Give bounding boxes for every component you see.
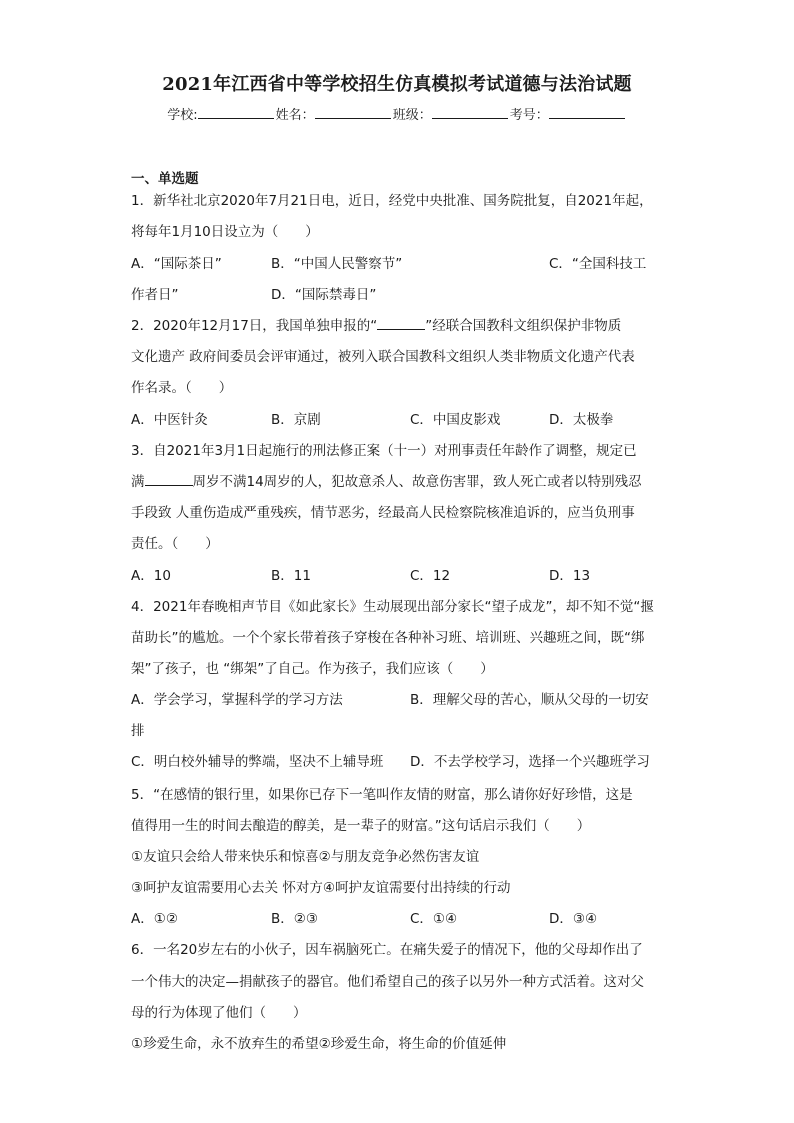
question-1-line-2: 将每年1月10日设立为（ ） (131, 224, 319, 240)
question-1-option-a: A．“国际茶日” (131, 256, 222, 272)
question-5-option-b: B．②③ (271, 911, 318, 927)
question-4-option-d: D．不去学校学习，选择一个兴趣班学习 (410, 754, 650, 770)
question-2-line-2: 文化遗产 政府间委员会评审通过，被列入联合国教科文组织人类非物质文化遗产代表 (131, 349, 635, 365)
question-2-option-c: C．中国皮影戏 (410, 412, 501, 428)
question-2-line-3: 作名录。（ ） (131, 380, 233, 396)
question-6-statement-1: ①珍爱生命，永不放弃生的希望②珍爱生命，将生命的价值延伸 (131, 1036, 507, 1052)
question-1-line-1: 1．新华社北京2020年7月21日电，近日，经党中央批准、国务院批复，自2021年起， (131, 193, 653, 209)
question-3-option-c: C．12 (410, 568, 451, 584)
question-1-option-b: B．“中国人民警察节” (271, 256, 403, 272)
section-heading: 一、单选题 (131, 171, 199, 187)
page-title: 2021年江西省中等学校招生仿真模拟考试道德与法治试题 (162, 74, 632, 95)
question-3-option-a: A．10 (131, 568, 171, 584)
question-4-line-3: 架”了孩子，也 “绑架”了自己。作为孩子，我们应该（ ） (131, 661, 494, 677)
question-4-line-1: 4．2021年春晚相声节目《如此家长》生动展现出部分家长“望子成龙”，却不知不觉“揠 (131, 599, 654, 615)
question-6-line-3: 母的行为体现了他们（ ） (131, 1005, 307, 1021)
question-3-line-1: 3．自2021年3月1日起施行的刑法修正案（十一）对刑事责任年龄作了调整，规定已 (131, 443, 637, 459)
question-4-option-b-continued: 排 (131, 723, 145, 739)
question-4-option-c: C．明白校外辅导的弊端，坚决不上辅导班 (131, 754, 384, 770)
question-2-blank (377, 317, 425, 330)
question-3-option-d: D．13 (549, 568, 591, 584)
question-2-line-1-start: 2．2020年12月17日，我国单独申报的“ (131, 318, 378, 334)
question-4-option-a: A．学会学习，掌握科学的学习方法 (131, 692, 343, 708)
question-5-statement-2: ③呵护友谊需要用心去关 怀对方④呵护友谊需要付出持续的行动 (131, 880, 511, 896)
question-2-option-b: B．京剧 (271, 412, 321, 428)
school-blank (198, 106, 274, 119)
question-3-line-2 (131, 473, 642, 491)
question-5-option-a: A．①② (131, 911, 178, 927)
number-blank (549, 106, 625, 119)
question-6-line-1: 6．一名20岁左右的小伙子，因车祸脑死亡。在痛失爱子的情况下，他的父母却作出了 (131, 942, 643, 958)
question-1-option-c-continued: 作者日” (131, 287, 179, 303)
question-1-option-c: C．“全国科技工 (549, 256, 647, 272)
question-5-statement-1: ①友谊只会给人带来快乐和惊喜②与朋友竞争必然伤害友谊 (131, 849, 480, 865)
question-3-line-2-start: 满 (131, 474, 145, 490)
question-5-line-2: 值得用一生的时间去酿造的醇美，是一辈子的财富。”这句话启示我们（ ） (131, 818, 591, 834)
name-label: 姓名： (275, 108, 315, 123)
question-3-line-4: 责任。（ ） (131, 536, 219, 552)
question-6-line-2: 一个伟大的决定—捐献孩子的器官。他们希望自己的孩子以另外一种方式活着。这对父 (131, 974, 644, 990)
question-2-line-1 (131, 317, 621, 335)
class-blank (432, 106, 508, 119)
question-5-option-c: C．①④ (410, 911, 458, 927)
question-3-option-b: B．11 (271, 568, 311, 584)
student-info-row (0, 104, 794, 123)
question-2-option-d: D．太极拳 (549, 412, 614, 428)
question-3-line-3: 手段致 人重伤造成严重残疾，情节恶劣，经最高人民检察院核准追诉的，应当负刑事 (131, 505, 635, 521)
question-2-option-a: A．中医针灸 (131, 412, 208, 428)
question-5-line-1: 5．“在感情的银行里，如果你已存下一笔叫作友情的财富，那么请你好好珍惜，这是 (131, 787, 633, 803)
question-4-option-b: B．理解父母的苦心，顺从父母的一切安 (410, 692, 649, 708)
question-5-option-d: D．③④ (549, 911, 598, 927)
question-3-line-2-end: 周岁不满14周岁的人，犯故意杀人、故意伤害罪，致人死亡或者以特别残忍 (192, 474, 642, 490)
class-label: 班级： (392, 108, 432, 123)
number-label: 考号： (509, 108, 549, 123)
question-4-line-2: 苗助长”的尴尬。一个个家长带着孩子穿梭在各种补习班、培训班、兴趣班之间，既“绑 (131, 630, 645, 646)
name-blank (315, 106, 391, 119)
question-3-blank (145, 473, 193, 486)
question-1-option-d: D．“国际禁毒日” (271, 287, 377, 303)
question-2-line-1-end: ”经联合国教科文组织保护非物质 (425, 318, 622, 334)
school-label: 学校: (167, 108, 198, 123)
